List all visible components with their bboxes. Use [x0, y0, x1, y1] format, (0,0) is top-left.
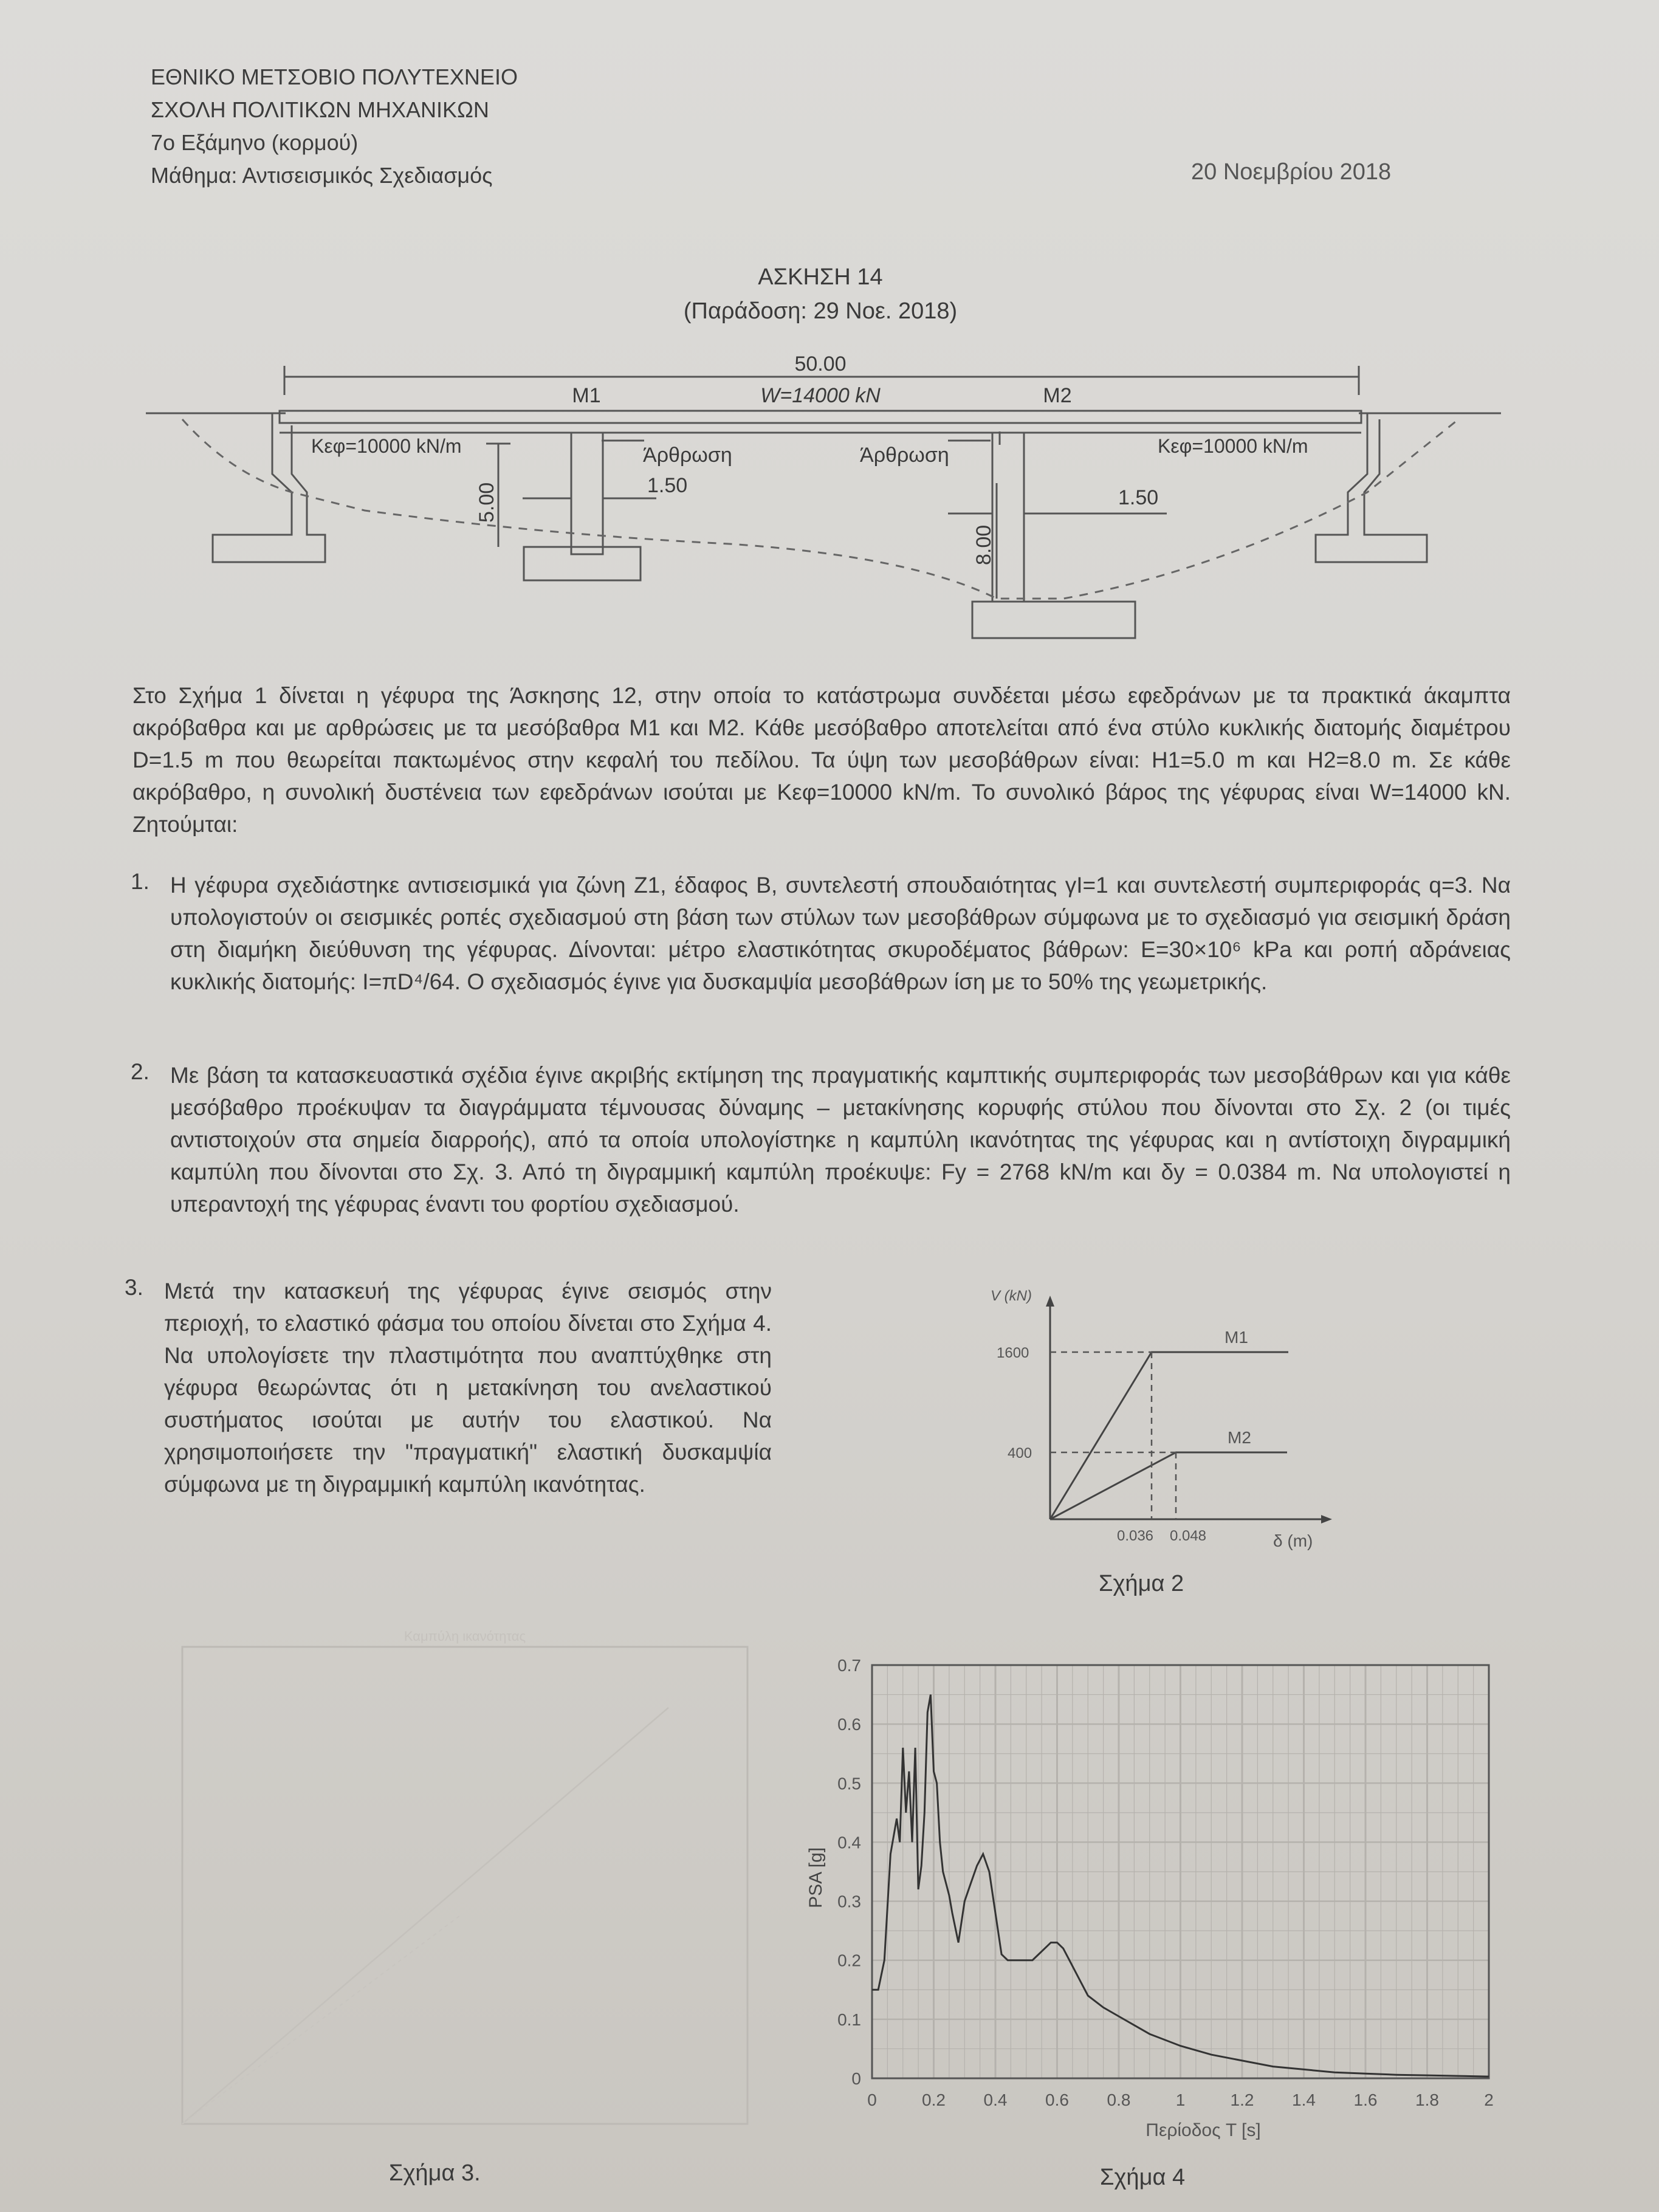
fig2-label-m2: M2: [1228, 1428, 1251, 1447]
fig4-grid: [872, 1665, 1489, 2078]
exercise-title: [0, 260, 1641, 328]
fig2-caption: Σχήμα 2: [1099, 1571, 1184, 1596]
fig4-xtick: 0.6: [1045, 2090, 1069, 2109]
fig4-xtick: 1.4: [1292, 2090, 1316, 2109]
header-university: ΕΘΝΙΚΟ ΜΕΤΣΟΒΙΟ ΠΟΛΥΤΕΧΝΕΙΟ: [151, 64, 518, 89]
header: [151, 61, 518, 192]
fig4-ytick: 0.5: [837, 1774, 861, 1793]
fig4-ytick: 0.1: [837, 2010, 861, 2029]
pier-m1-diameter: 1.50: [647, 474, 688, 497]
fig3-caption: Σχήμα 3.: [389, 2160, 481, 2186]
pier-m1-height: 5.00: [475, 482, 498, 523]
item-3-number: 3.: [125, 1275, 143, 1300]
item-2-text: Με βάση τα κατασκευαστικά σχέδια έγινε ακριβής εκτίμηση της πραγματικής καμπτικής συμπεριφοράς των μεσοβάθρων και για κάθε μεσόβαθρο προέκυψαν τα διαγράμματα τέμνουσας δύναμης – μετακίνησης κορυφής στύλου που δίνονται στο Σχ. 2 (οι τιμές αντιστοιχούν στα σημεία διαρροής), από τα οποία υπολογίστηκε η καμπύλη ικανότητας της γέφυρας και η αντίστοιχη διγραμμική καμπύλη που δίνονται στο Σχ. 3. Από τη διγραμμική καμπύλη προέκυψε: Fy = 2768 kN/m και δy = 0.0384 m. Να υπολογιστεί η υπεραντοχή της γέφυρας έναντι του φορτίου σχεδιασμού.: [170, 1063, 1511, 1217]
item-1-text: Η γέφυρα σχεδιάστηκε αντισεισμικά για ζώνη Ζ1, έδαφος Β, συντελεστή σπουδαιότητας γI=1 και συντελεστή συμπεριφοράς q=3. Να υπολογιστούν οι σεισμικές ροπές σχεδιασμού στη βάση των στύλων των μεσοβάθρων σύμφωνα με το σχεδιασμό για σεισμική δράση στη διαμήκη διεύθυνση της γέφυρας. Δίνονται: μέτρο ελαστικότητας σκυροδέματος βάθρων: E=30×10⁶ kPa και ροπή αδράνειας κυκλικής διατομής: I=πD⁴/64. Ο σχεδιασμός έγινε για δυσκαμψία μεσοβάθρων ίση με το 50% της γεωμετρικής.: [170, 873, 1511, 994]
fig4-ytick: 0.6: [837, 1715, 861, 1734]
figure-3-capacity-curve: [122, 1623, 766, 2133]
item-3-text: Μετά την κατασκευή της γέφυρας έγινε σεισμός στην περιοχή, το ελαστικό φάσμα του οποίου δίνεται στο Σχήμα 4. Να υπολογίσετε την πλαστιμότητα που αναπτύχθηκε στη γέφυρα θεωρώντας ότι η μετακίνηση του ανελαστικού συστήματος ισούται με αυτήν του ελαστικού. Να χρησιμοποιήσετε την "πραγματική" ελαστική δυσκαμψία σύμφωνα με τη διγραμμική καμπύλη ικανότητας.: [164, 1279, 772, 1497]
pier-m2-label: M2: [1043, 384, 1072, 407]
exercise-number: ΑΣΚΗΣΗ 14: [758, 264, 883, 290]
fig4-xtick: 0.8: [1107, 2090, 1131, 2109]
fig4-caption: Σχήμα 4: [1100, 2165, 1186, 2190]
weight-label: W=14000 kN: [760, 384, 881, 407]
problem-intro: Στο Σχήμα 1 δίνεται η γέφυρα της Άσκησης 12, στην οποία το κατάστρωμα συνδέεται μέσω εφεδράνων με τα πρακτικά άκαμπτα ακρόβαθρα και με αρθρώσεις με τα μεσόβαθρα Μ1 και Μ2. Κάθε μεσόβαθρο αποτελείται από ένα στύλο κυκλικής διατομής διαμέτρου D=1.5 m που θεωρείται πακτωμένος στην κεφαλή του πεδίλου. Τα ύψη των μεσοβάθρων είναι: H1=5.0 m και H2=8.0 m. Σε κάθε ακρόβαθρο, η συνολική δυστένεια των εφεδράνων ισούται με Kεφ=10000 kN/m. Το συνολικό βάρος της γέφυρας είναι W=14000 kN. Ζητούμται:: [132, 683, 1511, 837]
header-school: ΣΧΟΛΗ ΠΟΛΙΤΙΚΩΝ ΜΗΧΑΝΙΚΩΝ: [151, 97, 489, 122]
fig2-xlabel: δ (m): [1273, 1531, 1313, 1550]
fig4-ytick: 0.3: [837, 1892, 861, 1911]
item-1-number: 1.: [131, 869, 149, 894]
fig4-xtick: 2: [1484, 2090, 1494, 2109]
fig4-xtick: 0.4: [983, 2090, 1008, 2109]
span-length-label: 50.00: [794, 352, 847, 376]
fig4-ytick: 0.4: [837, 1833, 861, 1852]
fig4-ylabel: PSA [g]: [806, 1847, 826, 1909]
fig4-ytick: 0: [851, 2069, 861, 2088]
bearing-stiffness-right: Kεφ=10000 kN/m: [1158, 435, 1308, 457]
item-2-number: 2.: [131, 1059, 149, 1084]
bearing-stiffness-left: Kεφ=10000 kN/m: [311, 435, 462, 457]
header-course: Μάθημα: Αντισεισμικός Σχεδιασμός: [151, 163, 493, 188]
figure-2-shear-displacement: [972, 1282, 1349, 1568]
header-semester: 7ο Εξάμηνο (κορμού): [151, 130, 359, 155]
header-date: 20 Νοεμβρίου 2018: [1191, 159, 1392, 185]
fig3-title: Καμπύλη ικανότητας: [404, 1629, 526, 1644]
exercise-deadline: (Παράδοση: 29 Νοε. 2018): [683, 298, 958, 324]
pier-m2-diameter: 1.50: [1118, 486, 1159, 509]
figure-4-spectrum: [790, 1647, 1519, 2151]
fig4-xtick: 1.8: [1415, 2090, 1439, 2109]
hinge-label-right: Άρθρωση: [860, 444, 949, 467]
fig2-curve-m1: [1050, 1352, 1288, 1519]
fig2-ylabel: V (kN): [991, 1288, 1032, 1304]
fig2-ytick-400: 400: [1008, 1445, 1032, 1461]
pier-m2-height: 8.00: [972, 524, 995, 565]
fig2-xtick-0036: 0.036: [1116, 1528, 1154, 1544]
fig2-ytick-1600: 1600: [997, 1345, 1029, 1361]
fig2-xtick-0048: 0.048: [1169, 1528, 1207, 1544]
fig4-xtick: 0.2: [922, 2090, 946, 2109]
fig4-ytick: 0.7: [837, 1656, 861, 1675]
fig4-xlabel: Περίοδος T [s]: [1146, 2120, 1261, 2140]
fig4-xtick: 1.6: [1353, 2090, 1378, 2109]
bridge-figure: [0, 352, 1659, 668]
fig4-xtick: 1: [1175, 2090, 1186, 2109]
hinge-label-left: Άρθρωση: [643, 444, 732, 467]
fig4-xtick: 0: [867, 2090, 877, 2109]
fig2-label-m1: M1: [1224, 1328, 1248, 1347]
fig4-xtick: 1.2: [1230, 2090, 1254, 2109]
pier-m1-label: M1: [572, 384, 601, 407]
fig4-ytick: 0.2: [837, 1951, 861, 1970]
